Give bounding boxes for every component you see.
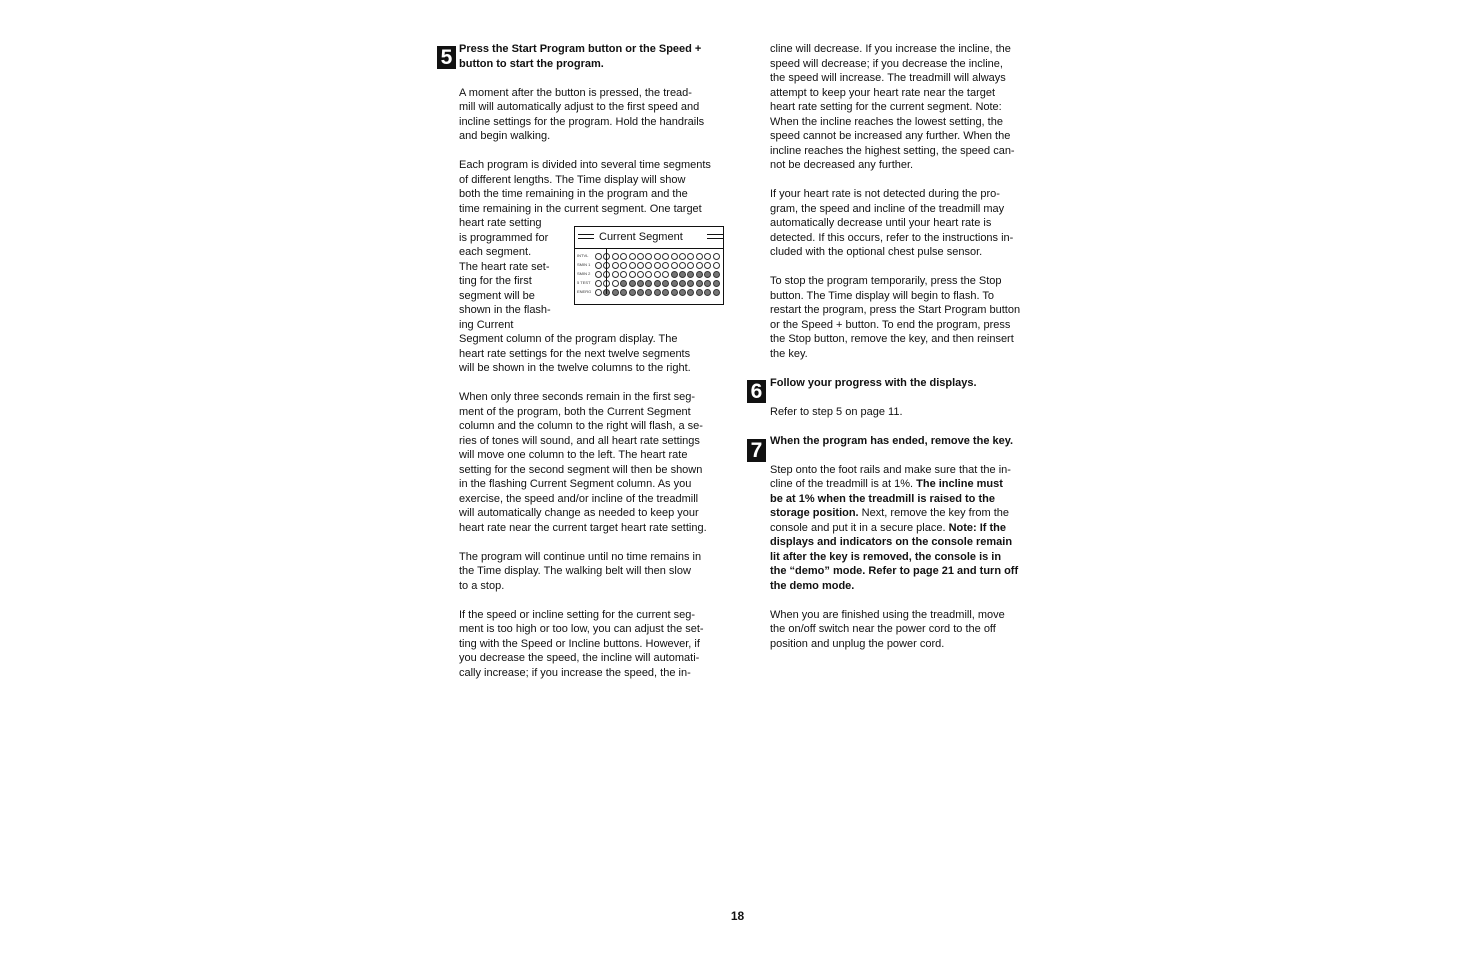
unlit-indicator-dot: [629, 271, 636, 278]
current-segment-marker: [606, 248, 607, 294]
lit-indicator-dot: [704, 280, 711, 287]
lit-indicator-dot: [629, 280, 636, 287]
unlit-indicator-dot: [645, 253, 652, 260]
display-row: [575, 288, 723, 297]
unlit-indicator-dot: [679, 253, 686, 260]
lit-indicator-dot: [629, 289, 636, 296]
paragraph: To stop the program temporarily, press the Stop button. The Time display will begin to flash. To restart the program, press the Start Program button or the Speed + button. To end the program, press the Stop button, remove the key, and then reinsert the key.: [770, 275, 1021, 360]
lit-indicator-dot: [679, 280, 686, 287]
unlit-indicator-dot: [595, 280, 602, 287]
lit-indicator-dot: [713, 271, 720, 278]
display-row: [575, 261, 723, 270]
step-7-heading: When the program has ended, remove the key.: [770, 434, 1014, 447]
unlit-indicator-dot: [696, 253, 703, 260]
unlit-indicator-dot: [620, 253, 627, 260]
unlit-indicator-dot: [637, 262, 644, 269]
unlit-indicator-dot: [612, 253, 619, 260]
unlit-indicator-dot: [679, 262, 686, 269]
unlit-indicator-dot: [620, 262, 627, 269]
unlit-indicator-dot: [662, 271, 669, 278]
lit-indicator-dot: [620, 280, 627, 287]
lit-indicator-dot: [662, 280, 669, 287]
unlit-indicator-dot: [654, 253, 661, 260]
display-row-label: SMIN 2: [577, 271, 591, 276]
unlit-indicator-dot: [595, 271, 602, 278]
unlit-indicator-dot: [671, 253, 678, 260]
paragraph: When you are finished using the treadmill, move the on/off switch near the power cord to the off position and unplug the power cord.: [770, 608, 1005, 650]
double-line-right: [707, 234, 723, 239]
unlit-indicator-dot: [713, 253, 720, 260]
lit-indicator-dot: [696, 289, 703, 296]
step-5-number: 5: [437, 46, 456, 69]
lit-indicator-dot: [679, 271, 686, 278]
lit-indicator-dot: [696, 271, 703, 278]
step-6-heading: Follow your progress with the displays.: [770, 376, 977, 389]
unlit-indicator-dot: [612, 271, 619, 278]
lit-indicator-dot: [612, 289, 619, 296]
display-row-label: SMIN 1: [577, 262, 591, 267]
unlit-indicator-dot: [637, 271, 644, 278]
paragraph: If the speed or incline setting for the current seg- ment is too high or too low, you can adjust the set- ting with the Speed or Incline buttons. However, if you decrease the speed, the incline will automati- cally increase; if you increase the speed, the in-: [459, 608, 704, 679]
step-7-number: 7: [747, 439, 766, 462]
unlit-indicator-dot: [595, 289, 602, 296]
lit-indicator-dot: [645, 280, 652, 287]
lit-indicator-dot: [704, 289, 711, 296]
step-5-heading: Press the Start Program button or the Speed + button to start the program.: [459, 43, 702, 70]
double-line-left: [578, 234, 594, 239]
unlit-indicator-dot: [704, 262, 711, 269]
unlit-indicator-dot: [662, 253, 669, 260]
paragraph: Segment column of the program display. The heart rate settings for the next twelve segments will be shown in the twelve columns to the right.: [459, 333, 691, 374]
unlit-indicator-dot: [645, 271, 652, 278]
unlit-indicator-dot: [654, 271, 661, 278]
unlit-indicator-dot: [687, 253, 694, 260]
paragraph: If your heart rate is not detected during the pro- gram, the speed and incline of the treadmill may automatically decrease until your heart rate is detected. If this occurs, refer to the instructions in- cluded with the optional chest pulse sensor.: [770, 188, 1014, 258]
lit-indicator-dot: [662, 289, 669, 296]
paragraph: Refer to step 5 on page 11.: [770, 405, 903, 418]
figure-wrap: [459, 216, 731, 332]
lit-indicator-dot: [654, 280, 661, 287]
unlit-indicator-dot: [629, 253, 636, 260]
lit-indicator-dot: [687, 289, 694, 296]
unlit-indicator-dot: [696, 262, 703, 269]
display-row-label: INTVL: [577, 253, 589, 258]
unlit-indicator-dot: [612, 262, 619, 269]
display-grid: [575, 252, 723, 297]
unlit-indicator-dot: [713, 262, 720, 269]
paragraph: When only three seconds remain in the first seg- ment of the program, both the Current Segment column and the column to the right will flash, a se- ries of tones will sound, and all heart rate settings will move one column to the left. The heart rate setting for the second segment will then be shown in the flashing Current Segment column. As you exercise, the speed and/or incline of the treadmill will automatically change as needed to keep your heart rate near the current target heart rate setting.: [459, 391, 707, 534]
unlit-indicator-dot: [629, 262, 636, 269]
display-title-row: [575, 227, 723, 249]
step-6-number: 6: [747, 380, 766, 403]
display-row-label: 5 TEST: [577, 280, 591, 285]
lit-indicator-dot: [637, 289, 644, 296]
unlit-indicator-dot: [595, 262, 602, 269]
display-row: [575, 279, 723, 288]
right-column: [770, 42, 1042, 651]
lit-indicator-dot: [654, 289, 661, 296]
lit-indicator-dot: [713, 289, 720, 296]
page-number: 18: [730, 909, 745, 923]
left-column: [459, 42, 731, 680]
unlit-indicator-dot: [671, 262, 678, 269]
lit-indicator-dot: [671, 280, 678, 287]
lit-indicator-dot: [671, 289, 678, 296]
wrapped-text: heart rate setting is programmed for each segment. The heart rate set- ting for the first segment will be shown in the flash- ing Current: [459, 217, 551, 331]
paragraph: cline will decrease. If you increase the incline, the speed will decrease; if you decrease the incline, the speed will increase. The treadmill will always attempt to keep your heart rate near the target heart rate setting for the current segment. Note: When the incline reaches the lowest setting, the speed cannot be increased any further. When the incline reaches the highest setting, the speed can- not be decreased any further.: [770, 43, 1015, 171]
display-row-label: ENERG: [577, 289, 592, 294]
unlit-indicator-dot: [620, 271, 627, 278]
lit-indicator-dot: [687, 271, 694, 278]
unlit-indicator-dot: [704, 253, 711, 260]
unlit-indicator-dot: [612, 280, 619, 287]
lit-indicator-dot: [687, 280, 694, 287]
display-row: [575, 270, 723, 279]
lit-indicator-dot: [637, 280, 644, 287]
lit-indicator-dot: [679, 289, 686, 296]
unlit-indicator-dot: [662, 262, 669, 269]
lit-indicator-dot: [696, 280, 703, 287]
display-row: [575, 252, 723, 261]
lit-indicator-dot: [620, 289, 627, 296]
paragraph: A moment after the button is pressed, the tread- mill will automatically adjust to the first speed and incline settings for the program. Hold the handrails and begin walking.: [459, 86, 705, 142]
unlit-indicator-dot: [687, 262, 694, 269]
lit-indicator-dot: [645, 289, 652, 296]
lit-indicator-dot: [704, 271, 711, 278]
lit-indicator-dot: [671, 271, 678, 278]
lit-indicator-dot: [713, 280, 720, 287]
unlit-indicator-dot: [637, 253, 644, 260]
paragraph: The program will continue until no time remains in the Time display. The walking belt will then slow to a stop.: [459, 550, 702, 592]
display-title: Current Segment: [599, 231, 683, 243]
unlit-indicator-dot: [645, 262, 652, 269]
paragraph: Each program is divided into several time segments of different lengths. The Time display will show both the time remaining in the program and the time remaining in the current segment. One target: [459, 159, 711, 215]
program-display-figure: [574, 226, 724, 305]
unlit-indicator-dot: [654, 262, 661, 269]
paragraph: Step onto the foot rails and make sure that the in- cline of the treadmill is at 1%. The incline must be at 1% when the treadmill is raised to the storage position. Next, remove the key from the console and put it in a secure place. Note: If the displays and indicators on the console remain lit after the key is removed, the console is in the “demo” mode. Refer to page 21 and turn off the demo mode.: [770, 463, 1019, 592]
unlit-indicator-dot: [595, 253, 602, 260]
